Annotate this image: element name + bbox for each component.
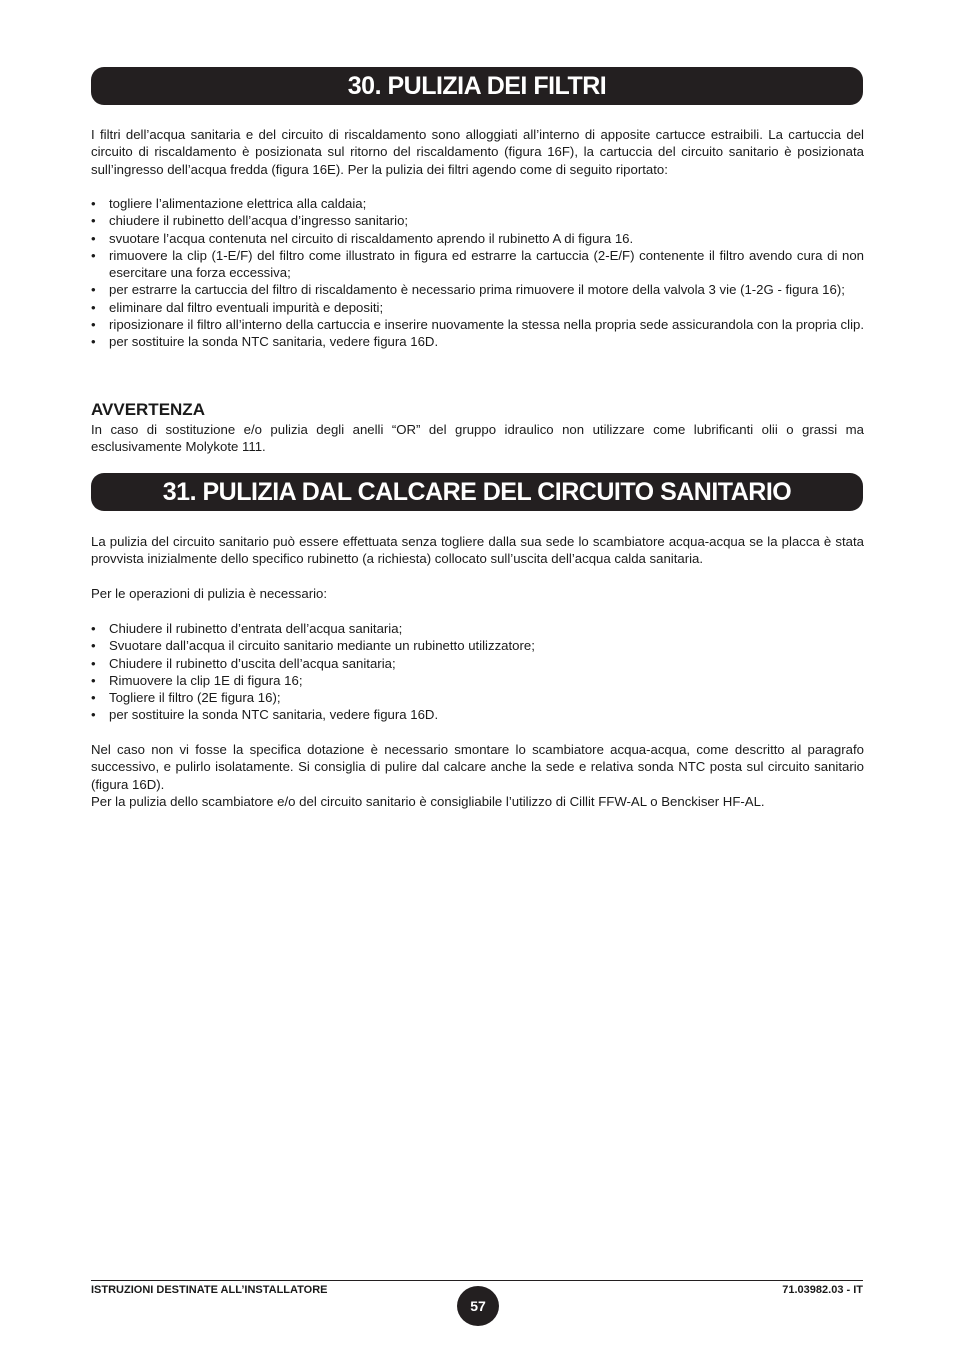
section-31-outro: Nel caso non vi fosse la specifica dotazione è necessario smontare lo scambiatore acqua-acqua, come descritto al paragrafo successivo, e pulirlo isolatamente. Si consiglia di pulire dal calcare anche la sede e relativa sonda NTC posta sul circuito sanitario (figura 16D). (91, 742, 864, 792)
footer-divider (91, 1280, 863, 1281)
section-31-step-list (91, 620, 864, 724)
list-item: • Svuotare dall’acqua il circuito sanitario mediante un rubinetto utilizzatore; (91, 637, 864, 654)
list-item: • svuotare l’acqua contenuta nel circuito di riscaldamento aprendo il rubinetto A di figura 16. (91, 230, 864, 247)
page-number-badge: 57 (457, 1286, 499, 1326)
list-item: • per sostituire la sonda NTC sanitaria, vedere figura 16D. (91, 333, 864, 350)
list-item: • Rimuovere la clip 1E di figura 16; (91, 672, 864, 689)
section-31-lead: Per le operazioni di pulizia è necessario: (91, 586, 328, 601)
section-30-intro: I filtri dell’acqua sanitaria e del circuito di riscaldamento sono alloggiati all’interno di apposite cartucce estraibili. La cartuccia del circuito di riscaldamento è posizionata sul ritorno del riscaldamento (figura 16F), la cartuccia del circuito sanitario è posizionata sull’ingresso dell’acqua fredda (figura 16E). Per la pulizia dei filtri agendo come di seguito riportato: (91, 127, 864, 177)
list-item: • Chiudere il rubinetto d’uscita dell’acqua sanitaria; (91, 655, 864, 672)
section-31-product-note: Per la pulizia dello scambiatore e/o del circuito sanitario è consigliabile l’utilizzo di Cillit FFW-AL o Benckiser HF-AL. (91, 794, 765, 809)
list-item: • Chiudere il rubinetto d’entrata dell’acqua sanitaria; (91, 620, 864, 637)
list-item: • togliere l’alimentazione elettrica alla caldaia; (91, 195, 864, 212)
list-item: • riposizionare il filtro all’interno della cartuccia e inserire nuovamente la stessa nella propria sede assicurandola con la propria clip. (91, 316, 864, 333)
section-30-heading: 30. PULIZIA DEI FILTRI (91, 67, 863, 105)
section-31-intro: La pulizia del circuito sanitario può essere effettuata senza togliere dalla sua sede lo scambiatore acqua-acqua se la placca è stata provvista inizialmente dello specifico rubinetto (a richiesta) collocato sull’uscita dell’acqua calda sanitaria. (91, 534, 864, 567)
section-30-step-list (91, 195, 864, 351)
warning-heading: AVVERTENZA (91, 400, 205, 419)
warning-text: In caso di sostituzione e/o pulizia degli anelli “OR” del gruppo idraulico non utilizzare come lubrificanti olii o grassi ma esclusivamente Molykote 111. (91, 422, 864, 455)
footer-audience-label: ISTRUZIONI DESTINATE ALL’INSTALLATORE (91, 1284, 328, 1296)
section-31-heading: 31. PULIZIA DAL CALCARE DEL CIRCUITO SANITARIO (91, 473, 863, 511)
list-item: • rimuovere la clip (1-E/F) del filtro come illustrato in figura ed estrarre la cartuccia (2-E/F) contenente il filtro avendo cura di non esercitare una forza eccessiva; (91, 247, 864, 282)
list-item: • Togliere il filtro (2E figura 16); (91, 689, 864, 706)
document-code: 71.03982.03 - IT (782, 1284, 863, 1296)
list-item: • per sostituire la sonda NTC sanitaria, vedere figura 16D. (91, 706, 864, 723)
list-item: • chiudere il rubinetto dell’acqua d’ingresso sanitario; (91, 212, 864, 229)
list-item: • eliminare dal filtro eventuali impurità e depositi; (91, 299, 864, 316)
list-item: • per estrarre la cartuccia del filtro di riscaldamento è necessario prima rimuovere il motore della valvola 3 vie (1-2G - figura 16); (91, 281, 864, 298)
